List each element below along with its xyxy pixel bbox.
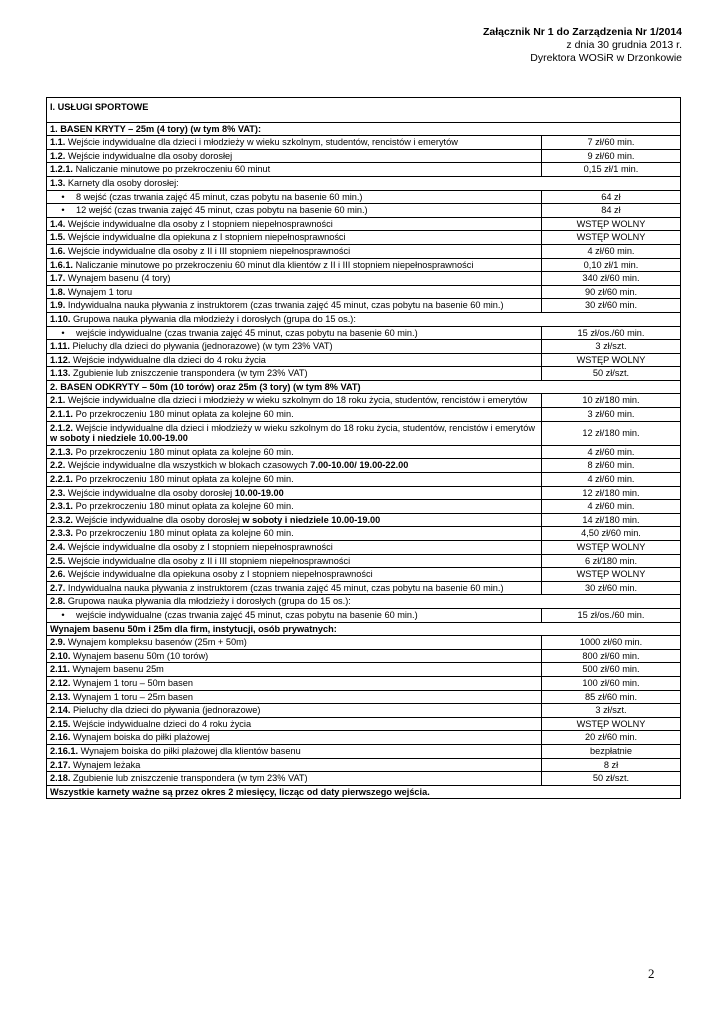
service-cell — [47, 636, 542, 650]
price-cell: 12 zł/180 min. — [542, 486, 681, 500]
service-cell — [47, 285, 542, 299]
time-emphasis: 7.00-10.00/ 19.00-22.00 — [310, 460, 409, 471]
price-cell: WSTĘP WOLNY — [542, 217, 681, 231]
table-row — [47, 136, 681, 150]
item-number: 2.8. — [50, 596, 66, 607]
item-number: 2.4. — [50, 542, 66, 552]
section-heading: Wynajem basenu 50m i 25m dla firm, instytucji, osób prywatnych: — [50, 623, 337, 634]
service-description: Po przekroczeniu 180 minut opłata za kolejne 60 min. — [75, 501, 294, 512]
service-cell — [47, 367, 542, 381]
service-description: Indywidualna nauka pływania z instruktorem (czas trwania zajęć 45 minut, czas pobytu na basenie 60 min.) — [67, 300, 504, 311]
bullet-icon: • — [61, 327, 65, 338]
service-cell — [47, 176, 681, 190]
table-row — [47, 312, 681, 326]
price-cell: WSTĘP WOLNY — [542, 541, 681, 555]
table-row — [47, 258, 681, 272]
table-row — [47, 176, 681, 190]
table-row — [47, 704, 681, 718]
item-number: 1.6.1. — [50, 259, 73, 270]
service-cell — [47, 527, 542, 541]
table-row — [47, 149, 681, 163]
item-number: 1.2.1. — [50, 164, 73, 175]
time-emphasis: w soboty i niedziele 10.00-19.00 — [50, 433, 188, 444]
price-cell: WSTĘP WOLNY — [542, 568, 681, 582]
item-number: 2.10. — [50, 650, 71, 661]
price-cell: 90 zł/60 min. — [542, 285, 681, 299]
price-cell: WSTĘP WOLNY — [542, 231, 681, 245]
service-cell — [47, 122, 681, 136]
service-description: Wejście indywidualne dla osoby z I stopniem niepełnosprawności — [67, 542, 333, 552]
price-cell: 50 zł/szt. — [542, 772, 681, 786]
service-description: Wejście indywidualne dla dzieci i młodzieży w wieku szkolnym, studentów, rencistów i emerytów — [67, 137, 458, 148]
table-row — [47, 541, 681, 555]
item-number: 2.16. — [50, 732, 71, 743]
service-description: Po przekroczeniu 180 minut opłata za kolejne 60 min. — [75, 528, 294, 539]
service-cell — [47, 581, 542, 595]
service-description: 12 wejść (czas trwania zajęć 45 minut, czas pobytu na basenie 60 min.) — [76, 205, 368, 216]
item-number: 2.3.3. — [50, 528, 73, 539]
price-cell: 8 zł/60 min. — [542, 459, 681, 473]
price-cell: 4 zł/60 min. — [542, 244, 681, 258]
item-number: 2.17. — [50, 759, 71, 770]
item-number: 2.3.1. — [50, 501, 73, 512]
table-row — [47, 421, 681, 445]
document-header — [483, 26, 682, 65]
service-description: Indywidualna nauka pływania z instruktorem (czas trwania zajęć 45 minut, czas pobytu na basenie 60 min.) — [67, 582, 504, 593]
service-cell — [47, 258, 542, 272]
item-number: 2.14. — [50, 705, 71, 716]
service-description: Wejście indywidualne dla dzieci do 4 roku życia — [73, 354, 266, 365]
service-description: Wejście indywidualne dzieci do 4 roku życia — [73, 718, 252, 729]
service-cell — [47, 408, 542, 422]
service-cell — [47, 445, 542, 459]
price-cell: 9 zł/60 min. — [542, 149, 681, 163]
price-cell: WSTĘP WOLNY — [542, 717, 681, 731]
table-row — [47, 513, 681, 527]
service-cell — [47, 649, 542, 663]
item-number: 2.18. — [50, 773, 71, 784]
service-cell — [47, 326, 542, 340]
table-row — [47, 636, 681, 650]
section-row — [47, 122, 681, 136]
table-row — [47, 367, 681, 381]
service-description: Wynajem basenu 25m — [72, 664, 164, 675]
service-description: Wejście indywidualne dla osoby dorosłej — [75, 514, 240, 525]
service-cell — [47, 353, 542, 367]
header-line-1: Załącznik Nr 1 do Zarządzenia Nr 1/2014 — [483, 26, 682, 38]
table-row — [47, 731, 681, 745]
bullet-icon: • — [61, 191, 65, 202]
service-description: Wejście indywidualne dla osoby z II i III stopniem niepełnosprawności — [67, 245, 351, 256]
price-cell: 20 zł/60 min. — [542, 731, 681, 745]
service-description: Po przekroczeniu 180 minut opłata za kolejne 60 min. — [75, 409, 294, 420]
item-number: 1.13. — [50, 368, 71, 379]
service-cell — [47, 554, 542, 568]
service-description: Wynajem 1 toru — [67, 286, 133, 297]
price-cell: 12 zł/180 min. — [542, 421, 681, 445]
service-cell — [47, 231, 542, 245]
price-cell: 7 zł/60 min. — [542, 136, 681, 150]
service-description: Naliczanie minutowe po przekroczeniu 60 minut — [75, 164, 271, 175]
table-row — [47, 408, 681, 422]
item-number: 2.2.1. — [50, 474, 73, 485]
service-description: Wejście indywidualne dla wszystkich w blokach czasowych — [67, 460, 308, 471]
service-cell — [47, 459, 542, 473]
bullet-icon: • — [61, 609, 65, 620]
service-description: Wejście indywidualne dla dzieci i młodzieży w wieku szkolnym do 18 roku życia, studentów, rencistów i emerytów — [75, 422, 535, 433]
item-number: 2.1.1. — [50, 409, 73, 420]
item-number: 1.2. — [50, 150, 66, 161]
item-number: 2.2. — [50, 460, 66, 471]
service-description: Zgubienie lub zniszczenie transpondera (w tym 23% VAT) — [73, 773, 308, 784]
bullet-icon: • — [61, 205, 65, 216]
header-line-2: z dnia 30 grudnia 2013 r. — [566, 39, 682, 51]
service-cell — [47, 394, 542, 408]
service-description: 8 wejść (czas trwania zajęć 45 minut, czas pobytu na basenie 60 min.) — [76, 191, 363, 202]
service-cell — [47, 608, 542, 622]
service-cell — [47, 136, 542, 150]
service-cell — [47, 676, 542, 690]
item-number: 2.6. — [50, 569, 66, 580]
table-row — [47, 299, 681, 313]
table-row — [47, 554, 681, 568]
table-row — [47, 772, 681, 786]
service-cell — [47, 272, 542, 286]
service-cell — [47, 500, 542, 514]
price-cell: 6 zł/180 min. — [542, 554, 681, 568]
price-cell: 3 zł/szt. — [542, 340, 681, 354]
item-number: 2.7. — [50, 582, 66, 593]
price-cell: 3 zł/szt. — [542, 704, 681, 718]
item-number: 2.3. — [50, 487, 66, 498]
item-number: 1.8. — [50, 286, 66, 297]
item-number: 1.9. — [50, 300, 66, 311]
item-number: 1.1. — [50, 137, 66, 148]
table-row — [47, 394, 681, 408]
item-number: 2.1. — [50, 395, 66, 406]
service-description: Pieluchy dla dzieci do pływania (jednorazowe) — [73, 705, 261, 716]
item-number: 1.4. — [50, 218, 66, 229]
service-description: Wynajem 1 toru – 25m basen — [73, 691, 193, 702]
service-cell — [47, 744, 542, 758]
service-cell — [47, 244, 542, 258]
table-row — [47, 272, 681, 286]
service-description: Pieluchy dla dzieci do pływania (jednorazowe) (w tym 23% VAT) — [72, 341, 333, 352]
service-description: Wejście indywidualne dla opiekuna z I stopniem niepełnosprawności — [67, 232, 346, 243]
section-row — [47, 785, 681, 799]
service-description: Wejście indywidualne dla osoby dorosłej — [67, 487, 233, 498]
service-description: wejście indywidualne (czas trwania zajęć 45 minut, czas pobytu na basenie 60 min.) — [76, 327, 418, 338]
item-number: 2.15. — [50, 718, 71, 729]
price-cell: 30 zł/60 min. — [542, 581, 681, 595]
table-row — [47, 231, 681, 245]
table-row — [47, 649, 681, 663]
price-cell: 10 zł/180 min. — [542, 394, 681, 408]
service-description: Wynajem basenu (4 tory) — [67, 273, 171, 284]
item-number: 2.16.1. — [50, 745, 79, 756]
service-description: Grupowa nauka pływania dla młodzieży i dorosłych (grupa do 15 os.): — [67, 596, 351, 607]
service-cell — [47, 595, 681, 609]
price-cell: 500 zł/60 min. — [542, 663, 681, 677]
service-cell — [47, 772, 542, 786]
service-description: Wejście indywidualne dla osoby dorosłej — [67, 150, 233, 161]
table-row — [47, 285, 681, 299]
service-description: wejście indywidualne (czas trwania zajęć 45 minut, czas pobytu na basenie 60 min.) — [76, 609, 418, 620]
item-number: 1.10. — [50, 313, 71, 324]
service-cell — [47, 622, 681, 636]
table-title: I. USŁUGI SPORTOWE — [47, 98, 681, 123]
table-row — [47, 217, 681, 231]
item-number: 1.7. — [50, 273, 66, 284]
service-cell — [47, 663, 542, 677]
service-description: Zgubienie lub zniszczenie transpondera (w tym 23% VAT) — [73, 368, 308, 379]
item-number: 2.11. — [50, 664, 70, 675]
service-description: Wynajem kompleksu basenów (25m + 50m) — [67, 637, 247, 648]
price-cell: 0,10 zł/1 min. — [542, 258, 681, 272]
item-number: 2.1.3. — [50, 446, 73, 457]
service-cell — [47, 568, 542, 582]
service-description: Po przekroczeniu 180 minut opłata za kolejne 60 min. — [75, 474, 294, 485]
item-number: 1.12. — [50, 354, 71, 365]
item-number: 2.12. — [50, 677, 71, 688]
price-cell: 64 zł — [542, 190, 681, 204]
price-cell: 8 zł — [542, 758, 681, 772]
service-description: Wynajem leżaka — [73, 759, 141, 770]
service-cell — [47, 380, 681, 394]
service-cell — [47, 541, 542, 555]
service-description: Po przekroczeniu 180 minut opłata za kolejne 60 min. — [75, 446, 294, 457]
item-number: 1.11. — [50, 341, 70, 352]
time-emphasis: w soboty i niedziele 10.00-19.00 — [242, 514, 381, 525]
service-description: Grupowa nauka pływania dla młodzieży i dorosłych (grupa do 15 os.): — [73, 313, 356, 324]
service-description: Wynajem boiska do piłki plażowej — [73, 732, 210, 743]
service-cell — [47, 704, 542, 718]
section-row — [47, 622, 681, 636]
service-cell — [47, 486, 542, 500]
service-cell — [47, 149, 542, 163]
service-description: Wejście indywidualne dla osoby z II i III stopniem niepełnosprawności — [67, 555, 351, 566]
table-row — [47, 204, 681, 218]
header-line-3: Dyrektora WOSiR w Drzonkowie — [530, 52, 682, 64]
table-row — [47, 744, 681, 758]
table-row — [47, 500, 681, 514]
price-cell: 84 zł — [542, 204, 681, 218]
price-cell: 4 zł/60 min. — [542, 500, 681, 514]
section-heading: 2. BASEN ODKRYTY – 50m (10 torów) oraz 25m (3 tory) (w tym 8% VAT) — [50, 381, 361, 392]
table-row — [47, 676, 681, 690]
table-row — [47, 445, 681, 459]
item-number: 1.6. — [50, 245, 66, 256]
price-cell: 340 zł/60 min. — [542, 272, 681, 286]
service-description: Wynajem boiska do piłki plażowej dla klientów basenu — [80, 745, 301, 756]
table-row — [47, 459, 681, 473]
section-heading: 1. BASEN KRYTY – 25m (4 tory) (w tym 8% VAT): — [50, 123, 262, 134]
price-cell: 30 zł/60 min. — [542, 299, 681, 313]
table-row — [47, 690, 681, 704]
table-row — [47, 340, 681, 354]
service-cell — [47, 785, 681, 799]
service-cell — [47, 340, 542, 354]
table-row — [47, 595, 681, 609]
table-row — [47, 568, 681, 582]
price-cell: bezpłatnie — [542, 744, 681, 758]
item-number: 2.13. — [50, 691, 71, 702]
price-cell: 4,50 zł/60 min. — [542, 527, 681, 541]
service-description: Karnety dla osoby dorosłej: — [67, 177, 179, 188]
price-cell: 0,15 zł/1 min. — [542, 163, 681, 177]
price-cell: 800 zł/60 min. — [542, 649, 681, 663]
service-cell — [47, 204, 542, 218]
section-row — [47, 380, 681, 394]
service-cell — [47, 731, 542, 745]
price-cell: 100 zł/60 min. — [542, 676, 681, 690]
price-cell: 14 zł/180 min. — [542, 513, 681, 527]
service-cell — [47, 312, 681, 326]
item-number: 2.5. — [50, 555, 66, 566]
service-cell — [47, 190, 542, 204]
table-row — [47, 717, 681, 731]
service-cell — [47, 163, 542, 177]
table-row — [47, 326, 681, 340]
item-number: 2.9. — [50, 637, 66, 648]
table-row — [47, 581, 681, 595]
page-number: 2 — [648, 966, 655, 981]
service-description: Wejście indywidualne dla dzieci i młodzieży w wieku szkolnym do 18 roku życia, studentów, rencistów i emerytów — [67, 395, 528, 406]
table-row — [47, 663, 681, 677]
item-number: 1.3. — [50, 177, 66, 188]
table-row — [47, 608, 681, 622]
item-number: 2.1.2. — [50, 422, 73, 433]
item-number: 2.3.2. — [50, 514, 73, 525]
price-cell: 3 zł/60 min. — [542, 408, 681, 422]
price-cell: 4 zł/60 min. — [542, 445, 681, 459]
price-cell: 50 zł/szt. — [542, 367, 681, 381]
service-cell — [47, 473, 542, 487]
item-number: 1.5. — [50, 232, 66, 243]
service-cell — [47, 513, 542, 527]
table-row — [47, 353, 681, 367]
service-cell — [47, 217, 542, 231]
time-emphasis: 10.00-19.00 — [234, 487, 284, 498]
price-cell: 15 zł/os./60 min. — [542, 608, 681, 622]
service-cell — [47, 299, 542, 313]
table-row — [47, 244, 681, 258]
table-row — [47, 190, 681, 204]
service-description: Wynajem basenu 50m (10 torów) — [73, 650, 209, 661]
service-cell — [47, 758, 542, 772]
table-row — [47, 163, 681, 177]
price-cell: WSTĘP WOLNY — [542, 353, 681, 367]
table-title-row — [47, 98, 681, 123]
section-heading: Wszystkie karnety ważne są przez okres 2 miesięcy, licząc od daty pierwszego wejścia. — [50, 786, 430, 797]
table-row — [47, 473, 681, 487]
service-description: Naliczanie minutowe po przekroczeniu 60 minut dla klientów z II i III stopniem niepełnosprawności — [75, 259, 474, 270]
price-cell: 4 zł/60 min. — [542, 473, 681, 487]
service-description: Wejście indywidualne dla opiekuna osoby z I stopniem niepełnosprawności — [67, 569, 373, 580]
service-cell — [47, 421, 542, 445]
table-row — [47, 486, 681, 500]
service-cell — [47, 690, 542, 704]
table-row — [47, 527, 681, 541]
price-cell: 1000 zł/60 min. — [542, 636, 681, 650]
table-row — [47, 758, 681, 772]
price-table — [46, 97, 681, 799]
service-cell — [47, 717, 542, 731]
service-description: Wynajem 1 toru – 50m basen — [73, 677, 193, 688]
price-cell: 85 zł/60 min. — [542, 690, 681, 704]
price-cell: 15 zł/os./60 min. — [542, 326, 681, 340]
service-description: Wejście indywidualne dla osoby z I stopniem niepełnosprawności — [67, 218, 333, 229]
